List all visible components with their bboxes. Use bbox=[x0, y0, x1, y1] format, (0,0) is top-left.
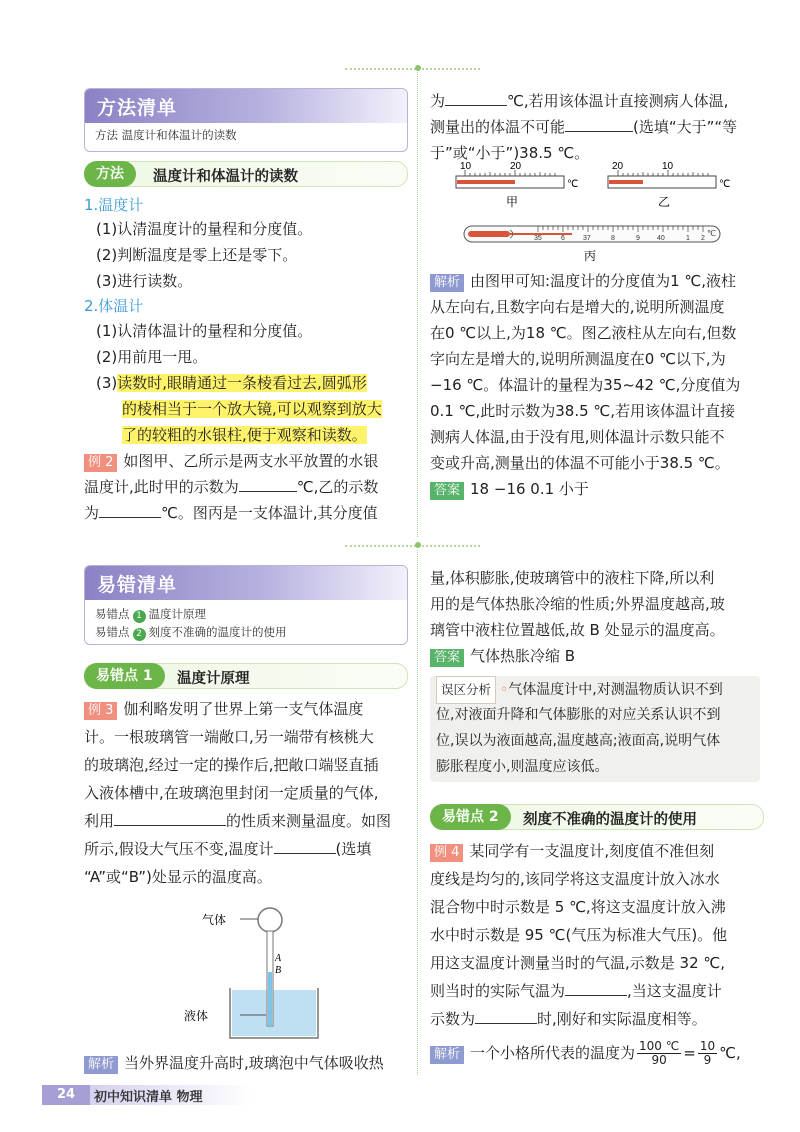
error-2-title: 刻度不准确的温度计的使用 bbox=[523, 812, 697, 828]
example-4-line-3: 混合物中时示数是 5 ℃,将这支温度计放入沸 bbox=[430, 898, 726, 916]
bing-tick-1: 1 bbox=[686, 235, 690, 242]
analysis-3-tag: 解析 bbox=[84, 1056, 118, 1074]
analysis-2-text-1: 由图甲可知:温度计的分度值为1 ℃,液柱 bbox=[470, 272, 736, 290]
method-list-box bbox=[84, 88, 408, 152]
analysis-4-text: 一个小格所代表的温度为 bbox=[470, 1044, 636, 1062]
misconception-line-4: 膨胀程度小,则温度应该低。 bbox=[436, 759, 609, 775]
fraction-2-denominator: 9 bbox=[703, 1053, 712, 1067]
glass-bulb bbox=[258, 908, 282, 932]
example-2-line-3 bbox=[84, 500, 378, 526]
example-4-text-1: 某同学有一支温度计,刻度值不准但刻 bbox=[469, 842, 715, 860]
subheading-thermometer: 1.温度计 bbox=[84, 196, 144, 214]
analysis-2-line-5: −16 ℃。体温计的量程为35~42 ℃,分度值为 bbox=[430, 376, 741, 394]
error-2-header bbox=[430, 804, 764, 830]
bing-tick-37: 37 bbox=[583, 235, 591, 242]
analysis-2-line-7: 测病人体温,由于没有甩,则体温计示数只能不 bbox=[430, 428, 725, 446]
example-4-line-5: 用这支温度计测量当时的气温,示数是 32 ℃, bbox=[430, 954, 726, 972]
bing-tick-6: 6 bbox=[561, 235, 565, 242]
thermometer-step-2: (2)判断温度是零上还是零下。 bbox=[96, 246, 298, 264]
example-4-text-7: ,当这支温度计 bbox=[627, 982, 722, 1000]
example-4-text-9: 时,刚好和实际温度相等。 bbox=[537, 1010, 707, 1028]
method-list-header bbox=[85, 89, 407, 123]
jia-tick-10: 10 bbox=[460, 161, 472, 172]
highlight-line-1: 读数时,眼睛通过一条棱看过去,圆弧形 bbox=[117, 374, 367, 392]
bing-unit: ℃ bbox=[707, 229, 716, 238]
top-divider-knob bbox=[415, 65, 421, 71]
analysis-3-text-1: 当外界温度升高时,玻璃泡中气体吸收热 bbox=[124, 1054, 384, 1072]
example-2-cont-line-3: 于”或“小于”)38.5 ℃。 bbox=[430, 144, 590, 162]
answer-3-tag: 答案 bbox=[430, 649, 464, 667]
label-bing: 丙 bbox=[584, 249, 597, 263]
analysis-2-line-1 bbox=[430, 268, 736, 294]
misconception-line-2: 位,对液面升降和气体膨胀的对应关系认识不到 bbox=[436, 707, 721, 723]
example-3-text-7: 所示,假设大气压不变,温度计 bbox=[84, 840, 274, 858]
example-4-line-6 bbox=[430, 978, 722, 1004]
example-3-line-5 bbox=[84, 808, 391, 834]
answer-3-text: 气体热胀冷缩 B bbox=[470, 647, 576, 665]
fraction-1-denominator: 90 bbox=[651, 1053, 667, 1067]
example-2-cont-line-1 bbox=[430, 88, 728, 114]
error-item-1-number: 1 bbox=[133, 610, 146, 623]
book-title: 初中知识清单 物理 bbox=[94, 1090, 203, 1105]
method-title: 温度计和体温计的读数 bbox=[153, 169, 298, 185]
error-1-title: 温度计原理 bbox=[177, 671, 250, 687]
cont-text-3: 测量出的体温不可能 bbox=[430, 118, 566, 136]
analysis-4-unit: ℃, bbox=[719, 1044, 741, 1062]
thermometer-bing bbox=[464, 226, 720, 263]
error-item-2-prefix: 易错点 bbox=[95, 625, 130, 639]
misconception-bullet-icon: ◦ bbox=[500, 682, 509, 698]
top-divider bbox=[345, 68, 480, 70]
example-4-line-4: 水中时示数是 95 ℃(气压为标准大气压)。他 bbox=[430, 926, 728, 944]
analysis-3-line-1 bbox=[84, 1050, 384, 1076]
highlight-line-3: 了的较粗的水银柱,便于观察和读数。 bbox=[122, 426, 367, 444]
yi-tick-10: 10 bbox=[662, 161, 674, 172]
analysis-2-line-3: 在0 ℃以上,为18 ℃。图乙液柱从左向右,但数 bbox=[430, 324, 737, 342]
analysis-4-tag: 解析 bbox=[430, 1046, 464, 1064]
example-2-text-2: 温度计,此时甲的示数为 bbox=[84, 478, 239, 496]
equals-sign: = bbox=[683, 1044, 696, 1062]
answer-blank-compare[interactable] bbox=[565, 115, 633, 132]
error-item-2-text: 刻度不准确的温度计的使用 bbox=[148, 625, 287, 639]
yi-unit: ℃ bbox=[719, 179, 731, 190]
error-list-title: 易错清单 bbox=[97, 574, 178, 596]
label-jia: 甲 bbox=[506, 195, 519, 209]
example-3-text-1: 伽利略发明了世界上第一支气体温度 bbox=[123, 700, 364, 718]
analysis-2-line-6: 0.1 ℃,此时示数为38.5 ℃,若用该体温计直接 bbox=[430, 402, 736, 420]
label-gas: 气体 bbox=[202, 913, 227, 927]
example-3-line-2: 计。一根玻璃管一端敞口,另一端带有核桃大 bbox=[84, 728, 374, 746]
cont-text-4: (选填“大于”“等 bbox=[633, 118, 738, 136]
thermometer-jia bbox=[456, 161, 578, 209]
error-list-item-2 bbox=[95, 624, 287, 641]
example-3-text-8: (选填 bbox=[335, 840, 372, 858]
label-yi: 乙 bbox=[658, 195, 671, 209]
analysis-2-line-4: 字向左是增大的,说明所测温度在0 ℃以下,为 bbox=[430, 350, 726, 368]
example-4-tag: 例 4 bbox=[430, 844, 463, 862]
bing-tick-35: 35 bbox=[534, 235, 542, 242]
clinical-step-1: (1)认清体温计的量程和分度值。 bbox=[96, 322, 313, 340]
example-2-cont-line-2 bbox=[430, 114, 737, 140]
example-4-text-6: 则当时的实际气温为 bbox=[430, 982, 566, 1000]
example-2-text-3: ℃,乙的示数 bbox=[296, 478, 379, 496]
fraction-100-over-90 bbox=[637, 1040, 681, 1067]
thermometer-step-1: (1)认清温度计的量程和分度值。 bbox=[96, 220, 313, 238]
thermometer-bing-bulb bbox=[468, 231, 510, 237]
example-4-line-7 bbox=[430, 1006, 707, 1032]
cont-text-1: 为 bbox=[430, 92, 446, 110]
example-3-text-6: 的性质来测量温度。如图 bbox=[226, 812, 392, 830]
analysis-2-line-8: 变或升高,测量出的体温不可能小于38.5 ℃。 bbox=[430, 454, 730, 472]
example-3-line-1 bbox=[84, 696, 363, 722]
bing-tick-40: 40 bbox=[657, 235, 665, 242]
highlight-line-2-row bbox=[122, 396, 382, 422]
yi-tick-20: 20 bbox=[612, 161, 624, 172]
label-liquid: 液体 bbox=[184, 1009, 209, 1023]
answer-blank-yi[interactable] bbox=[99, 501, 161, 518]
analysis-2-tag: 解析 bbox=[430, 274, 464, 292]
example-2-tag: 例 2 bbox=[84, 454, 117, 472]
answer-blank-equal-temp[interactable] bbox=[475, 1007, 537, 1024]
example-2-line-1 bbox=[84, 448, 378, 474]
page-footer bbox=[42, 1085, 252, 1105]
error-item-1-prefix: 易错点 bbox=[95, 607, 130, 621]
example-2-text-4: 为 bbox=[84, 504, 100, 522]
error-1-tag: 易错点 1 bbox=[84, 663, 165, 689]
analysis-3-line-2: 量,体积膨胀,使玻璃管中的液柱下降,所以利 bbox=[430, 569, 715, 587]
thermometer-step-3: (3)进行读数。 bbox=[96, 272, 193, 290]
answer-2-line bbox=[430, 476, 589, 502]
answer-2-tag: 答案 bbox=[430, 482, 464, 500]
bing-tick-8: 8 bbox=[611, 235, 615, 242]
mid-divider-knob bbox=[415, 542, 421, 548]
example-3-line-4: 入液体槽中,在玻璃泡里封闭一定质量的气体, bbox=[84, 784, 379, 802]
highlight-line-2: 的棱相当于一个放大镜,可以观察到放大 bbox=[122, 400, 382, 418]
example-4-line-2: 度线是均匀的,该同学将这支温度计放入冰水 bbox=[430, 870, 720, 888]
liquid-trough-fill bbox=[232, 990, 316, 1036]
answer-blank-jia[interactable] bbox=[239, 475, 297, 492]
method-list-item: 方法 温度计和体温计的读数 bbox=[95, 128, 237, 142]
clinical-step-3 bbox=[96, 370, 367, 396]
example-2-text-1: 如图甲、乙所示是两支水平放置的水银 bbox=[123, 452, 379, 470]
error-list-header bbox=[85, 566, 407, 600]
bottom-column-divider bbox=[417, 550, 418, 1075]
gas-thermometer-figure bbox=[180, 900, 320, 1040]
answer-blank-division[interactable] bbox=[445, 89, 507, 106]
answer-blank-a-or-b[interactable] bbox=[274, 837, 336, 854]
example-2-text-5: ℃。图丙是一支体温计,其分度值 bbox=[161, 504, 378, 522]
fraction-10-over-9 bbox=[698, 1040, 717, 1067]
answer-blank-property[interactable] bbox=[114, 809, 226, 826]
misconception-text-1: 气体温度计中,对测温物质认识不到 bbox=[508, 682, 723, 698]
example-3-text-5: 利用 bbox=[84, 812, 115, 830]
method-header bbox=[84, 161, 408, 187]
error-item-2-number: 2 bbox=[133, 628, 146, 641]
example-2-line-2 bbox=[84, 474, 378, 500]
answer-3-line bbox=[430, 643, 575, 669]
error-list-item-1 bbox=[95, 606, 206, 623]
highlight-line-3-row bbox=[122, 422, 367, 448]
error-item-1-text: 温度计原理 bbox=[148, 607, 206, 621]
analysis-3-line-4: 璃管中液柱位置越低,故 B 处显示的温度高。 bbox=[430, 621, 725, 639]
answer-blank-actual-temp[interactable] bbox=[565, 979, 627, 996]
example-4-line-1 bbox=[430, 838, 714, 864]
thermometer-yi bbox=[608, 161, 730, 209]
analysis-2-line-2: 从左向右,且数字向右是增大的,说明所测温度 bbox=[430, 298, 725, 316]
bing-tick-2: 2 bbox=[701, 235, 705, 242]
method-list-title: 方法清单 bbox=[97, 97, 178, 119]
label-a: A bbox=[275, 953, 282, 964]
misconception-box bbox=[430, 676, 760, 782]
thermometer-jia-liquid bbox=[457, 180, 515, 184]
jia-tick-20: 20 bbox=[510, 161, 522, 172]
error-1-header bbox=[84, 663, 408, 689]
misconception-line-1 bbox=[436, 676, 723, 704]
answer-2-text: 18 −16 0.1 小于 bbox=[470, 480, 589, 498]
clinical-step-3-prefix: (3) bbox=[96, 374, 118, 392]
page-number: 24 bbox=[42, 1085, 90, 1105]
jia-unit: ℃ bbox=[567, 179, 579, 190]
fraction-2-numerator: 10 bbox=[699, 1039, 716, 1053]
example-3-tag: 例 3 bbox=[84, 702, 117, 720]
example-4-text-8: 示数为 bbox=[430, 1010, 476, 1028]
thermometer-yi-liquid bbox=[609, 180, 643, 184]
misconception-tag: 误区分析 bbox=[436, 676, 496, 704]
subheading-clinical-thermometer: 2.体温计 bbox=[84, 297, 144, 315]
label-b: B bbox=[275, 965, 282, 976]
error-2-tag: 易错点 2 bbox=[430, 804, 511, 830]
example-3-line-6 bbox=[84, 836, 371, 862]
thermometer-figure bbox=[450, 160, 740, 265]
example-3-line-3: 的玻璃泡,经过一定的操作后,把敞口端竖直插 bbox=[84, 756, 379, 774]
cont-text-2: ℃,若用该体温计直接测病人体温, bbox=[507, 92, 729, 110]
example-3-line-7: “A”或“B”)处显示的温度高。 bbox=[84, 868, 272, 886]
error-list-box bbox=[84, 565, 408, 645]
misconception-line-3: 位,误以为液面越高,温度越高;液面高,说明气体 bbox=[436, 733, 721, 749]
mid-divider bbox=[345, 545, 480, 547]
tube-liquid bbox=[268, 972, 272, 1026]
clinical-step-2: (2)用前甩一甩。 bbox=[96, 348, 208, 366]
method-tag: 方法 bbox=[84, 161, 136, 187]
bing-tick-9: 9 bbox=[636, 235, 640, 242]
top-column-divider bbox=[417, 72, 418, 537]
analysis-3-line-3: 用的是气体热胀冷缩的性质;外界温度越高,玻 bbox=[430, 595, 725, 613]
fraction-1-numerator: 100 ℃ bbox=[639, 1039, 680, 1053]
analysis-4-line-1 bbox=[430, 1040, 741, 1067]
